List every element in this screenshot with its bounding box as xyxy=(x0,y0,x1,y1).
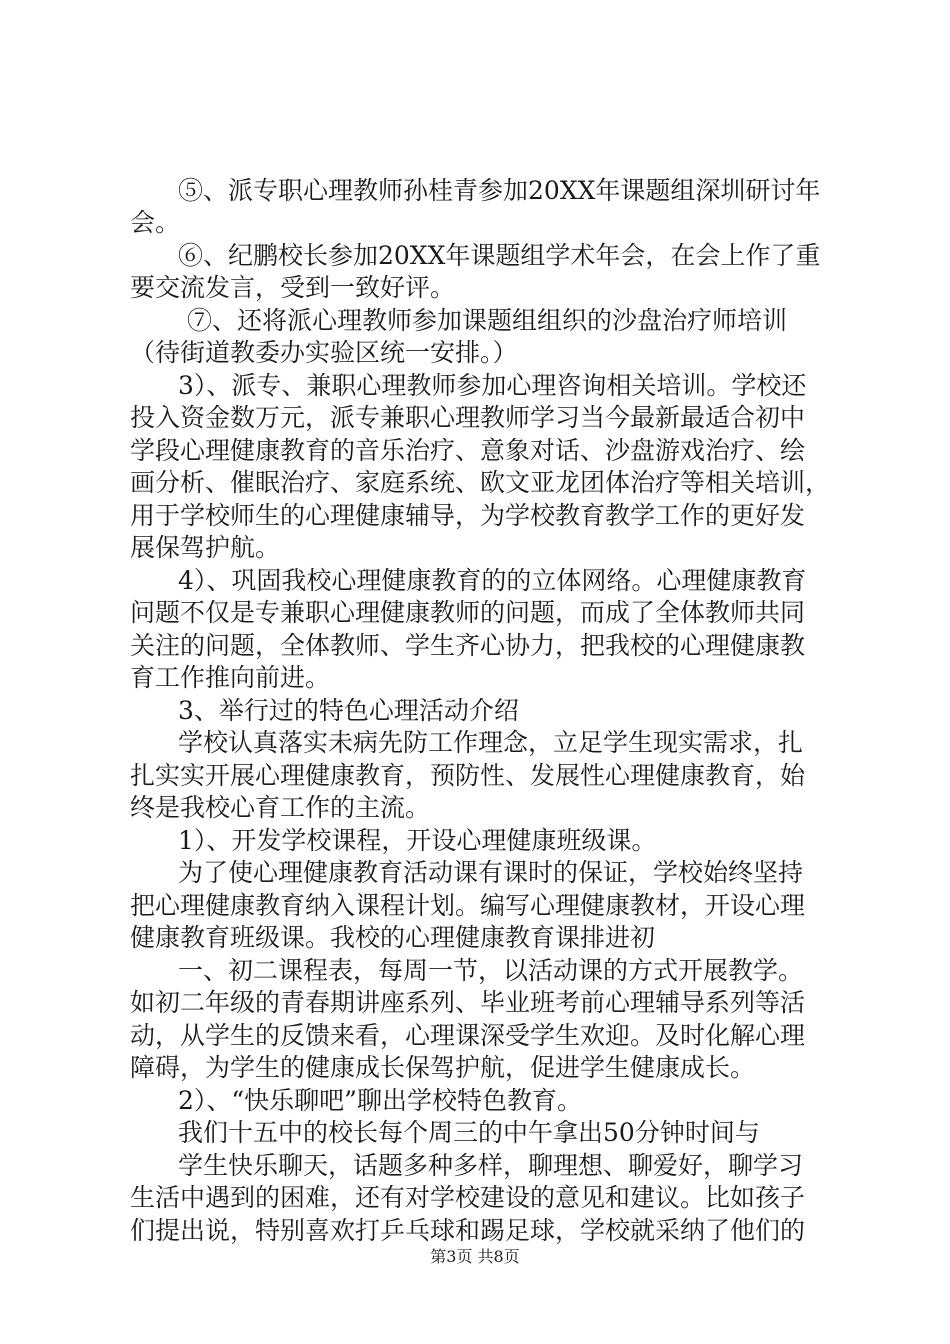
text-line: 把心理健康教育纳入课程计划。编写心理健康教材，开设心理 xyxy=(130,891,806,920)
page-number-footer: 第3页 共8页 xyxy=(430,1247,520,1266)
text-line: 会。 xyxy=(130,208,181,237)
text-line: 关注的问题，全体教师、学生齐心协力，把我校的心理健康教 xyxy=(130,631,806,660)
text-line: 生活中遇到的困难，还有对学校建设的意见和建议。比如孩子 xyxy=(130,1183,806,1212)
text-line: 学校认真落实未病先防工作理念，立足学生现实需求，扎 xyxy=(178,728,804,757)
text-line: 健康教育班级课。我校的心理健康教育课排进初 xyxy=(130,923,656,952)
text-line: 育工作推向前进。 xyxy=(130,663,331,692)
text-line: 扎实实开展心理健康教育，预防性、发展性心理健康教育，始 xyxy=(130,761,806,790)
text-line: 展保驾护航。 xyxy=(130,533,281,562)
text-line: 画分析、催眠治疗、家庭系统、欧文亚龙团体治疗等相关培训， xyxy=(130,468,830,497)
text-line: 要交流发言，受到一致好评。 xyxy=(130,273,456,302)
text-line: 为了使心理健康教育活动课有课时的保证，学校始终坚持 xyxy=(178,858,804,887)
text-line: 4）、巩固我校心理健康教育的的立体网络。心理健康教育 xyxy=(178,566,807,595)
text-line: ⑦、还将派心理教师参加课题组组织的沙盘治疗师培训 xyxy=(187,306,788,335)
text-line: 2）、“快乐聊吧”聊出学校特色教育。 xyxy=(178,1086,582,1115)
text-line: 一、初二课程表，每周一节，以活动课的方式开展教学。 xyxy=(178,956,804,985)
text-line: 障碍，为学生的健康成长保驾护航，促进学生健康成长。 xyxy=(130,1053,756,1082)
text-line: 投入资金数万元，派专兼职心理教师学习当今最新最适合初中 xyxy=(130,403,806,432)
text-line: 我们十五中的校长每个周三的中午拿出50分钟时间与 xyxy=(178,1118,760,1147)
text-line: ⑥、纪鹏校长参加20XX年课题组学术年会，在会上作了重 xyxy=(178,241,821,270)
section-heading: 3、举行过的特色心理活动介绍 xyxy=(178,696,519,725)
text-line: 用于学校师生的心理健康辅导，为学校教育教学工作的更好发 xyxy=(130,501,806,530)
text-line: 们提出说，特别喜欢打乒乓球和踢足球，学校就采纳了他们的 xyxy=(130,1216,806,1245)
text-line: 学生快乐聊天，话题多种多样，聊理想、聊爱好，聊学习 xyxy=(178,1151,804,1180)
text-line: （待街道教委办实验区统一安排。） xyxy=(130,338,518,367)
text-line: 终是我校心育工作的主流。 xyxy=(130,793,431,822)
text-line: 问题不仅是专兼职心理健康教师的问题，而成了全体教师共同 xyxy=(130,598,806,627)
text-line: 学段心理健康教育的音乐治疗、意象对话、沙盘游戏治疗、绘 xyxy=(130,436,806,465)
text-line: 动，从学生的反馈来看，心理课深受学生欢迎。及时化解心理 xyxy=(130,1021,806,1050)
text-line: 如初二年级的青春期讲座系列、毕业班考前心理辅导系列等活 xyxy=(130,988,806,1017)
text-line: 1）、开发学校课程，开设心理健康班级课。 xyxy=(178,826,657,855)
text-line: 3）、派专、兼职心理教师参加心理咨询相关培训。学校还 xyxy=(178,371,807,400)
text-line: ⑤、派专职心理教师孙桂青参加20XX年课题组深圳研讨年 xyxy=(178,176,821,205)
